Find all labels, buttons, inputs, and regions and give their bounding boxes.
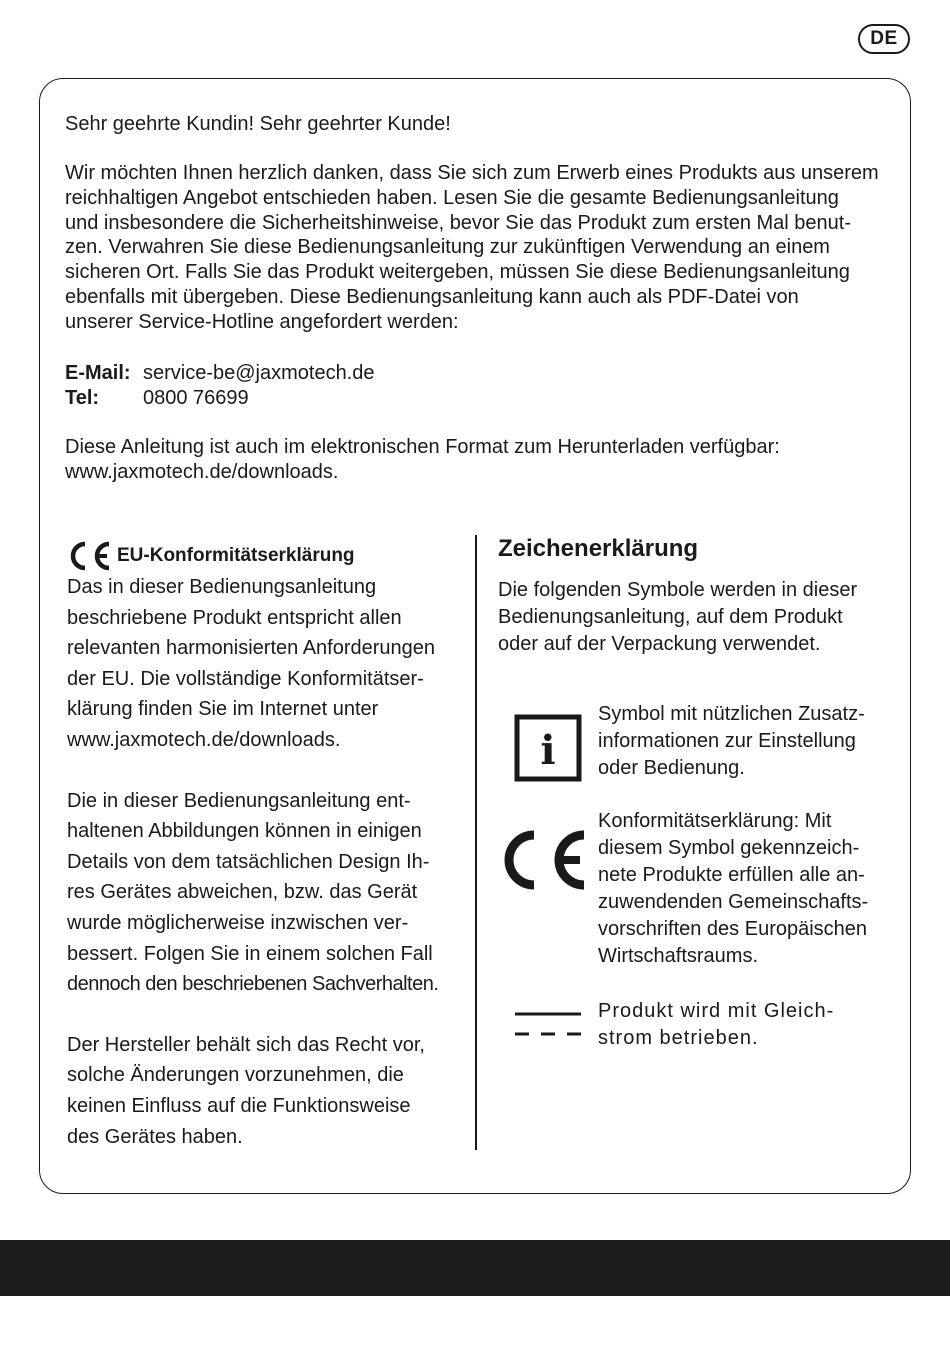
symbol-row-ce <box>498 808 888 970</box>
symbols-section <box>498 533 898 658</box>
column-divider <box>475 535 477 1150</box>
greeting: Sehr geehrte Kundin! Sehr geehrter Kunde! <box>65 113 451 135</box>
symbol-row-dc <box>498 998 888 1052</box>
info-symbol-description: Symbol mit nützlichen Zusatz- informationen zur Einstellung oder Bedienung. <box>598 703 865 779</box>
contact-block <box>65 361 375 411</box>
symbol-row-info <box>498 701 888 782</box>
eu-conformity-paragraph-2: Die in dieser Bedienungsanleitung ent- haltenen Abbildungen können in einigen Details von dem tatsächlichen Design Ih- res Gerätes abweichen, bzw. das Gerät wurde möglicherweise inzwischen ver- bessert. Folgen Sie in einem solchen Fall dennoch den beschriebenen Sachverhalten. <box>67 789 439 996</box>
ce-mark-icon <box>67 541 113 571</box>
ce-mark-icon <box>498 828 590 892</box>
language-badge: DE <box>858 24 910 54</box>
dc-symbol-description: Produkt wird mit Gleich- strom betrieben. <box>598 1000 835 1049</box>
eu-conformity-paragraph-3: Der Hersteller behält sich das Recht vor, solche Änderungen vorzunehmen, die keinen Einfluss auf die Funktionsweise des Gerätes haben. <box>67 1033 425 1148</box>
eu-conformity-section <box>67 540 467 1152</box>
ce-symbol-description: Konformitätserklärung: Mit diesem Symbol gekennzeich- nete Produkte erfüllen alle an- zuwendenden Gemeinschafts- vorschriften des Europäischen Wirtschaftsraums. <box>598 810 869 967</box>
direct-current-icon <box>513 1004 583 1044</box>
symbols-intro: Die folgenden Symbole werden in dieser Bedienungsanleitung, auf dem Produkt oder auf der Verpackung verwendet. <box>498 579 858 655</box>
eu-conformity-heading: EU-Konformitätserklärung <box>67 540 467 572</box>
email-label: E-Mail: <box>65 362 131 384</box>
tel-label: Tel: <box>65 387 100 409</box>
svg-text:i: i <box>540 727 556 774</box>
symbols-title: Zeichenerklärung <box>498 535 699 562</box>
download-note: Diese Anleitung ist auch im elektronischen Format zum Herunterladen verfügbar: www.jaxmotech.de/downloads. <box>65 436 780 483</box>
intro-paragraph: Wir möchten Ihnen herzlich danken, dass Sie sich zum Erwerb eines Produkts aus unserem reichhaltigen Angebot entschieden haben. Lesen Sie die gesamte Bedienungsanleitung und insbesondere die Sicherheitshinweise, bevor Sie das Produkt zum ersten Mal benut- zen. Verwahren Sie diese Bedienungsanleitung zur zukünftigen Verwendung an einem sicheren Ort. Falls Sie das Produkt weitergeben, müssen Sie diese Bedienungsanleitung ebenfalls mit übergeben. Diese Bedienungsanleitung kann auch als PDF-Datei von unserer Service-Hotline angefordert werden: <box>65 162 879 333</box>
footer-bar <box>0 1240 950 1296</box>
email-address: service-be@jaxmotech.de <box>143 362 375 384</box>
eu-conformity-paragraph-1: Das in dieser Bedienungsanleitung beschriebene Produkt entspricht allen relevanten harmonisierten Anforderungen der EU. Die vollständige Konformitätser- klärung finden Sie im Internet unter www.jaxmotech.de/downloads. <box>67 576 436 751</box>
tel-number: 0800 76699 <box>143 387 249 409</box>
info-icon <box>514 714 582 782</box>
